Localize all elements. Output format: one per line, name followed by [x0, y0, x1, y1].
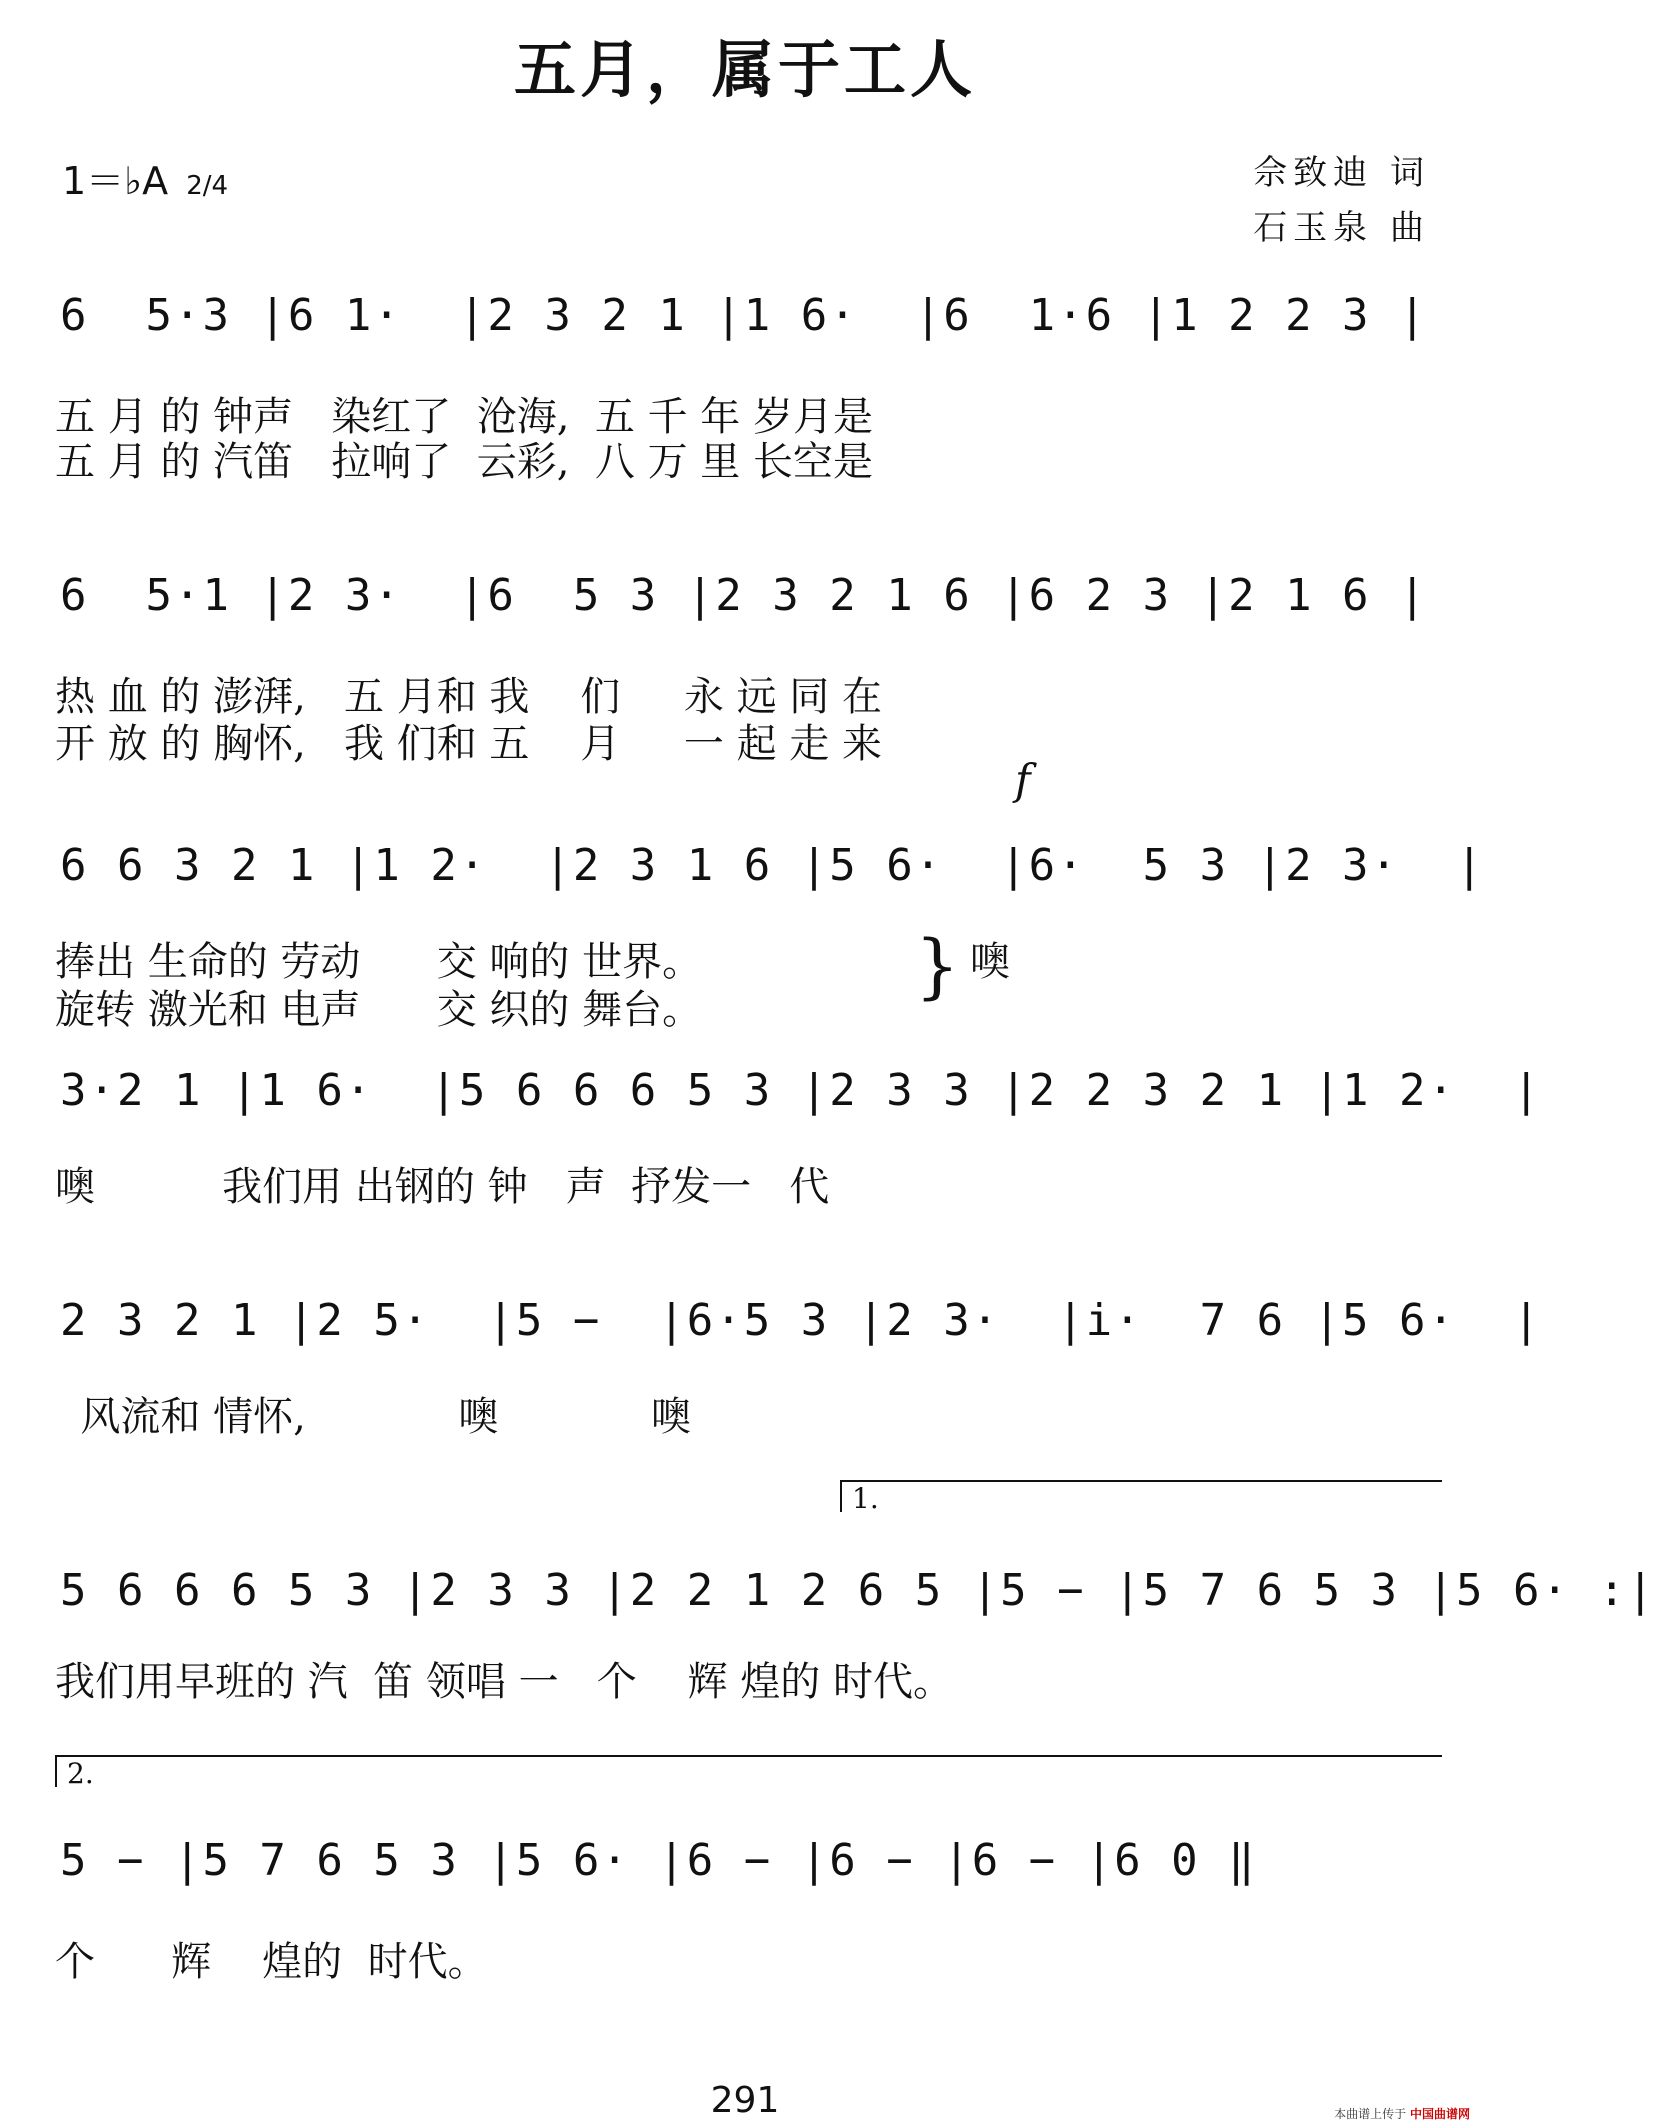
lyric-line-2a: 热 血 的 澎湃, 五 月和 我 们 永 远 同 在	[55, 674, 883, 720]
lyric-line-1b: 五 月 的 汽笛 拉响了 云彩, 八 万 里 长空是	[55, 439, 874, 485]
time-signature: 2/4	[186, 171, 229, 201]
score-line-7: 5 − |5 7 6 5 3 |5 6· |6 − |6 − |6 − |6 0 ‖	[60, 1835, 1257, 1886]
composer-credit: 石玉泉 曲	[1253, 208, 1430, 248]
side-word: 噢	[970, 939, 1010, 985]
lyric-line-1a: 五 月 的 钟声 染红了 沧海, 五 千 年 岁月是	[55, 394, 874, 440]
lyric-line-3a: 捧出 生命的 劳动 交 响的 世界。	[55, 939, 703, 985]
lyricist-credit: 佘致迪 词	[1253, 153, 1430, 193]
score-line-6: 5 6 6 6 5 3 |2 3 3 |2 2 1 2 6 5 |5 − |5 7 6 5 3 |5 6· :|	[60, 1565, 1655, 1616]
score-line-1: 6 5·3 |6 1· |2 3 2 1 |1 6· |6 1·6 |1 2 2 3 |	[60, 290, 1428, 341]
key-text: 1＝♭A	[62, 159, 169, 203]
lyric-line-5: 风流和 情怀, 噢 噢	[55, 1394, 692, 1440]
score-line-3: 6 6 3 2 1 |1 2· |2 3 1 6 |5 6· |6· 5 3 |2 3· |	[60, 840, 1485, 891]
page-number: 291	[710, 2080, 780, 2121]
first-ending-bracket	[840, 1480, 1442, 1515]
second-ending-label: 2.	[67, 1757, 94, 1790]
lyric-line-6: 我们用早班的 汽 笛 领唱 一 个 辉 煌的 时代。	[55, 1659, 954, 1705]
lyric-brace: }	[915, 925, 960, 1007]
dynamic-forte: f	[1015, 755, 1031, 804]
lyric-line-7: 个 辉 煌的 时代。	[55, 1939, 488, 1985]
score-line-4: 3·2 1 |1 6· |5 6 6 6 5 3 |2 3 3 |2 2 3 2 1 |1 2· |	[60, 1065, 1542, 1116]
site-watermark	[1334, 2105, 1470, 2122]
score-line-5: 2 3 2 1 |2 5· |5 − |6·5 3 |2 3· |i· 7 6 |5 6· |	[60, 1295, 1542, 1346]
key-signature	[62, 150, 228, 205]
score-line-2: 6 5·1 |2 3· |6 5 3 |2 3 2 1 6 |6 2 3 |2 1 6 |	[60, 570, 1428, 621]
first-ending-label: 1.	[852, 1482, 879, 1515]
lyric-line-2b: 开 放 的 胸怀, 我 们和 五 月 一 起 走 来	[55, 721, 883, 767]
lyric-line-3b: 旋转 激光和 电声 交 织的 舞台。	[55, 987, 703, 1033]
second-ending-bracket	[55, 1755, 1442, 1790]
watermark-site: 中国曲谱网	[1409, 2107, 1470, 2121]
lyric-line-4: 噢 我们用 出钢的 钟 声 抒发一 代	[55, 1164, 830, 1210]
page-title: 五月，属于工人	[513, 33, 976, 106]
watermark-text: 本曲谱上传于	[1334, 2107, 1407, 2121]
